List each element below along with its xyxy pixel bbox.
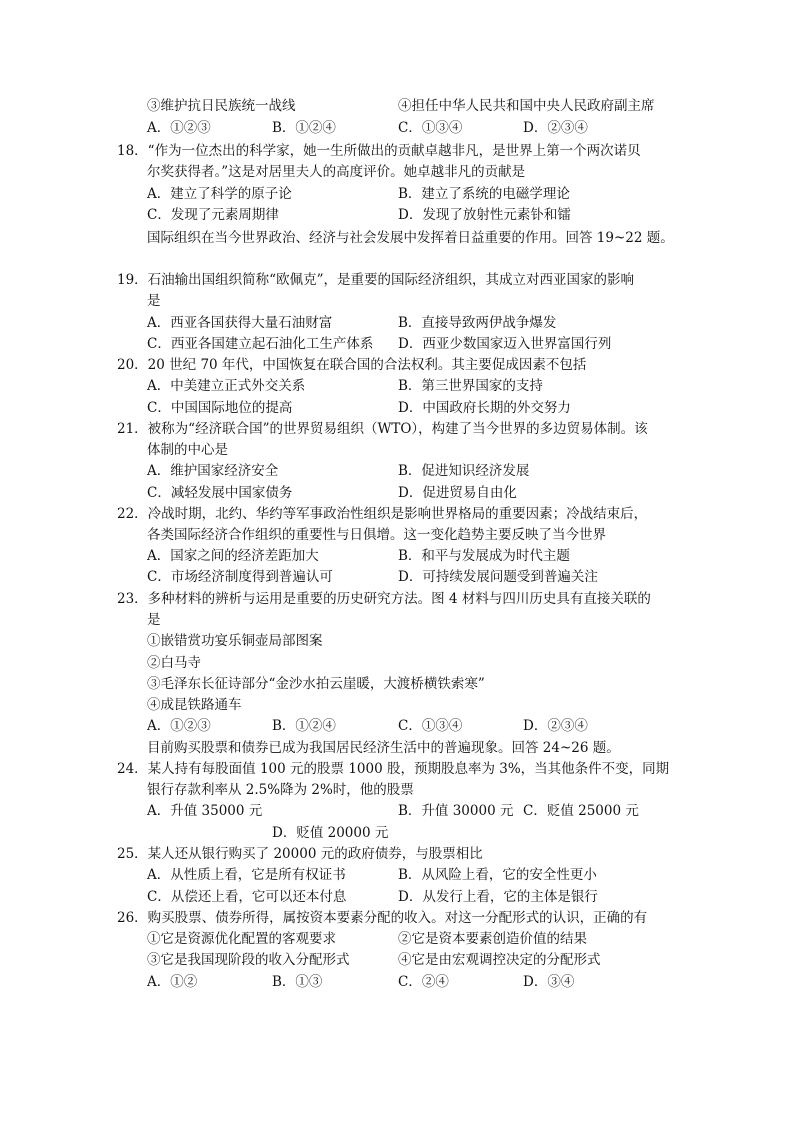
q26-stem-line-1: 26．购买股票、债券所得，属按资本要素分配的收入。对这一分配形式的认识，正确的有 bbox=[117, 910, 648, 926]
q24-stem-line-1: 24．某人持有每股面值 100 元的股票 1000 股，预期股息率为 3%，当其他条件不变，同期 bbox=[117, 761, 670, 777]
q26-item-1: ①它是资源优化配置的客观要求 bbox=[147, 931, 336, 947]
q26-option-c: C．②④ bbox=[398, 974, 449, 990]
q24-option-d: D．贬值 20000 元 bbox=[272, 825, 389, 841]
q24-option-b: B．升值 30000 元 bbox=[398, 803, 514, 819]
q21-option-c: C．减轻发展中国家债务 bbox=[147, 485, 293, 501]
q23-item-2: ②白马寺 bbox=[147, 655, 201, 671]
q23-item-4: ④成昆铁路通车 bbox=[147, 697, 242, 713]
q18-option-d: D．发现了放射性元素钋和镭 bbox=[398, 207, 571, 223]
q22-option-c: C．市场经济制度得到普遍认可 bbox=[147, 569, 333, 585]
q26-option-d: D．③④ bbox=[523, 974, 575, 990]
q22-stem-line-1: 22．冷战时期，北约、华约等军事政治性组织是影响世界格局的重要因素；冷战结束后， bbox=[117, 506, 648, 522]
q25-option-a: A．从性质上看，它是所有权证书 bbox=[147, 867, 346, 883]
q18-option-a: A．建立了科学的原子论 bbox=[147, 186, 292, 202]
q23-item-3: ③毛泽东长征诗部分“金沙水拍云崖暖，大渡桥横铁索寒” bbox=[147, 676, 485, 692]
q21-option-b: B．促进知识经济发展 bbox=[398, 463, 530, 479]
q17-option-a: A．①②③ bbox=[147, 120, 211, 136]
q26-option-a: A．①② bbox=[147, 974, 198, 990]
q20-stem-line-1: 20．20 世纪 70 年代，中国恢复在联合国的合法权利。其主要促成因素不包括 bbox=[117, 357, 587, 373]
q23-option-b: B．①②④ bbox=[272, 718, 336, 734]
q21-stem-line-2: 体制的中心是 bbox=[147, 442, 228, 458]
q22-stem-line-2: 各类国际经济合作组织的重要性与日俱增。这一变化趋势主要反映了当今世界 bbox=[147, 527, 606, 543]
q25-option-c: C．从偿还上看，它可以还本付息 bbox=[147, 889, 347, 905]
q21-option-d: D．促进贸易自由化 bbox=[398, 485, 517, 501]
q17-option-b: B．①②④ bbox=[272, 120, 336, 136]
q17-option-c: C．①③④ bbox=[398, 120, 463, 136]
q26-item-3: ③它是我国现阶段的收入分配形式 bbox=[147, 952, 350, 968]
q17-option-d: D．②③④ bbox=[523, 120, 588, 136]
q19-option-a: A．西亚各国获得大量石油财富 bbox=[147, 315, 333, 331]
q26-option-b: B．①③ bbox=[272, 974, 323, 990]
q18-option-c: C．发现了元素周期律 bbox=[147, 207, 279, 223]
q20-option-b: B．第三世界国家的支持 bbox=[398, 378, 543, 394]
intro-19-22: 国际组织在当今世界政治、经济与社会发展中发挥着日益重要的作用。回答 19~22 题。 bbox=[147, 230, 674, 246]
q23-item-1: ①嵌错赏功宴乐铜壶局部图案 bbox=[147, 633, 323, 649]
q19-option-c: C．西亚各国建立起石油化工生产体系 bbox=[147, 336, 374, 352]
q23-stem-line-2: 是 bbox=[147, 612, 161, 628]
q21-option-a: A．维护国家经济安全 bbox=[147, 463, 279, 479]
intro-24-26: 目前购买股票和债券已成为我国居民经济生活中的普遍现象。回答 24~26 题。 bbox=[147, 740, 620, 756]
q26-item-2: ②它是资本要素创造价值的结果 bbox=[398, 931, 587, 947]
q23-option-d: D．②③④ bbox=[523, 718, 588, 734]
q22-option-b: B．和平与发展成为时代主题 bbox=[398, 548, 570, 564]
q22-option-d: D．可持续发展问题受到普遍关注 bbox=[398, 569, 598, 585]
q19-option-b: B．直接导致两伊战争爆发 bbox=[398, 315, 557, 331]
q18-option-b: B．建立了系统的电磁学理论 bbox=[398, 186, 570, 202]
q19-option-d: D．西亚少数国家迈入世界富国行列 bbox=[398, 336, 612, 352]
q25-option-d: D．从发行上看，它的主体是银行 bbox=[398, 889, 598, 905]
q17-item-4: ④担任中华人民共和国中央人民政府副主席 bbox=[398, 98, 655, 114]
q23-stem-line-1: 23．多种材料的辨析与运用是重要的历史研究方法。图 4 材料与四川历史具有直接关联的 bbox=[117, 591, 651, 607]
q23-option-c: C．①③④ bbox=[398, 718, 463, 734]
q23-option-a: A．①②③ bbox=[147, 718, 211, 734]
q24-stem-line-2: 银行存款利率从 2.5%降为 2%时，他的股票 bbox=[147, 782, 414, 798]
q17-item-3: ③维护抗日民族统一战线 bbox=[147, 98, 296, 114]
q24-option-a: A．升值 35000 元 bbox=[147, 803, 263, 819]
q18-stem-line-1: 18．“作为一位杰出的科学家，她一生所做出的贡献卓越非凡，是世界上第一个两次诺贝 bbox=[117, 143, 641, 159]
q18-stem-line-2: 尔奖获得者。”这是对居里夫人的高度评价。她卓越非凡的贡献是 bbox=[147, 164, 526, 180]
q22-option-a: A．国家之间的经济差距加大 bbox=[147, 548, 319, 564]
q19-stem-line-1: 19．石油输出国组织简称“欧佩克”，是重要的国际经济组织，其成立对西亚国家的影响 bbox=[117, 272, 634, 288]
q24-option-c: C．贬值 25000 元 bbox=[523, 803, 639, 819]
q20-option-d: D．中国政府长期的外交努力 bbox=[398, 400, 571, 416]
q25-option-b: B．从风险上看，它的安全性更小 bbox=[398, 867, 597, 883]
q21-stem-line-1: 21．被称为“经济联合国”的世界贸易组织（WTO），构建了当今世界的多边贸易体制。该 bbox=[117, 421, 648, 437]
q20-option-a: A．中美建立正式外交关系 bbox=[147, 378, 306, 394]
q19-stem-line-2: 是 bbox=[147, 293, 161, 309]
q20-option-c: C．中国国际地位的提高 bbox=[147, 400, 293, 416]
q25-stem-line-1: 25．某人还从银行购买了 20000 元的政府债券，与股票相比 bbox=[117, 846, 483, 862]
q26-item-4: ④它是由宏观调控决定的分配形式 bbox=[398, 952, 601, 968]
